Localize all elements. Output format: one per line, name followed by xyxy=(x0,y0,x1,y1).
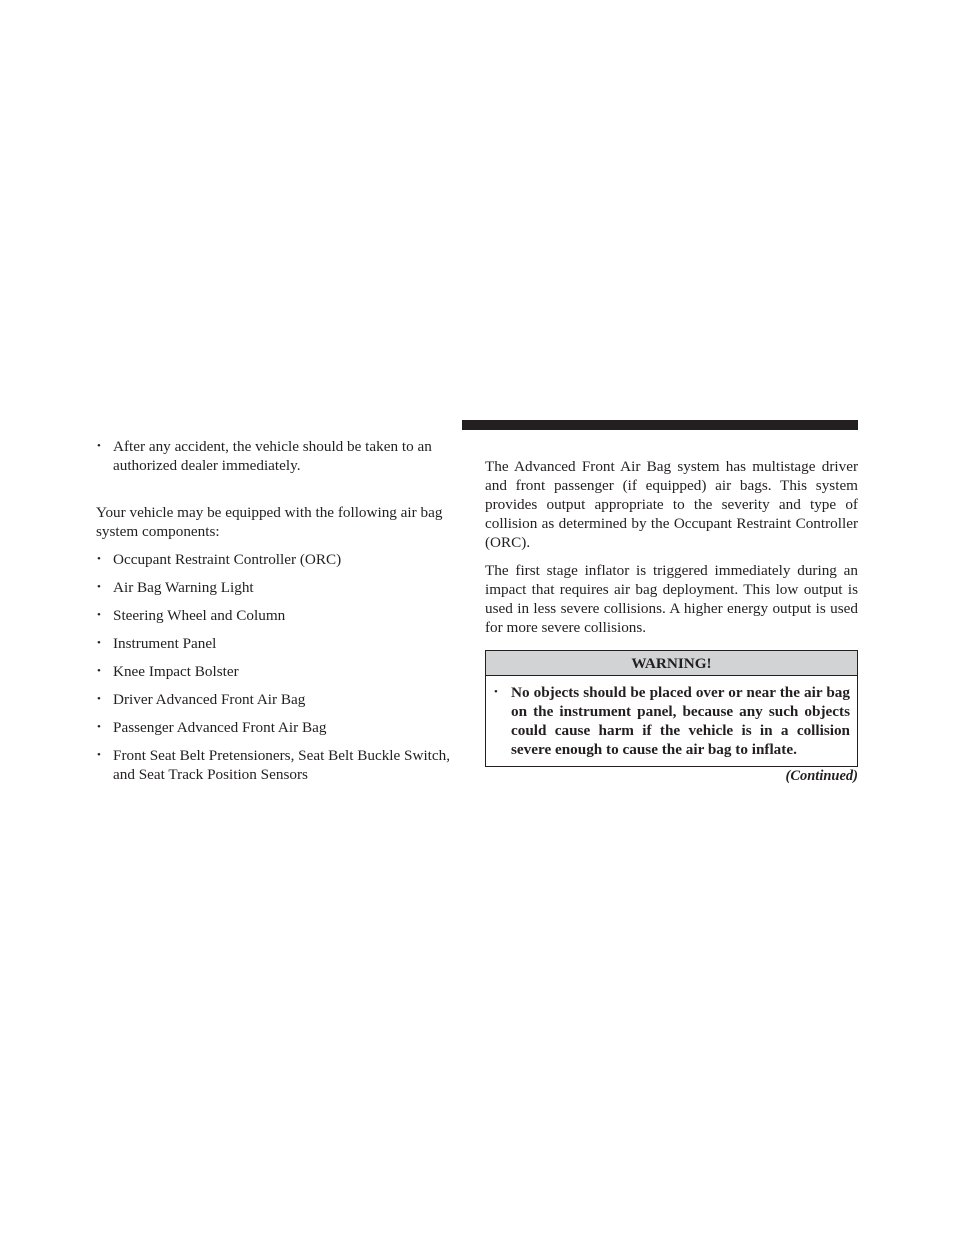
component-text: Steering Wheel and Column xyxy=(113,607,286,624)
bullet-icon: • xyxy=(97,440,101,452)
list-item xyxy=(96,634,469,653)
bullet-icon: • xyxy=(97,721,101,733)
section-header-bar xyxy=(462,420,858,430)
components-list xyxy=(96,550,469,784)
list-item xyxy=(96,606,469,625)
component-text: Knee Impact Bolster xyxy=(113,663,239,680)
bullet-icon: • xyxy=(97,553,101,565)
bullet-icon: • xyxy=(97,693,101,705)
bullet-icon: • xyxy=(97,749,101,761)
accident-bullet-list xyxy=(96,437,469,475)
inflator-paragraph: The first stage inflator is triggered immediately during an impact that requires air bag deployment. This low output is used in less severe collisions. A higher energy output is used for more severe collisions. xyxy=(485,562,858,636)
component-text: Air Bag Warning Light xyxy=(113,579,254,596)
continued-label: (Continued) xyxy=(785,768,858,784)
warning-title: WARNING! xyxy=(486,651,857,676)
right-column xyxy=(485,457,858,786)
bullet-icon: • xyxy=(97,637,101,649)
bullet-icon: • xyxy=(97,581,101,593)
left-column xyxy=(96,437,469,793)
component-text: Driver Advanced Front Air Bag xyxy=(113,691,306,708)
list-item xyxy=(96,718,469,737)
list-item xyxy=(96,662,469,681)
bullet-icon: • xyxy=(494,686,498,698)
bullet-icon: • xyxy=(97,609,101,621)
list-item xyxy=(96,437,469,475)
warning-body xyxy=(486,676,857,766)
warning-bullet xyxy=(494,683,850,759)
component-text: Occupant Restraint Controller (ORC) xyxy=(113,551,342,568)
component-text: Instrument Panel xyxy=(113,635,217,652)
system-description-paragraph: The Advanced Front Air Bag system has multistage driver and front passenger (if equipped) air bags. This system provides output appropriate to the severity and type of collision as determined by the Occupant Restraint Controller (ORC). xyxy=(485,458,858,551)
component-text: Front Seat Belt Pretensioners, Seat Belt Buckle Switch, and Seat Track Position Sensors xyxy=(113,747,451,783)
list-item xyxy=(96,578,469,597)
bullet-icon: • xyxy=(97,665,101,677)
component-text: Passenger Advanced Front Air Bag xyxy=(113,719,327,736)
components-intro: Your vehicle may be equipped with the following air bag system components: xyxy=(96,504,443,540)
list-item xyxy=(96,690,469,709)
list-item xyxy=(96,550,469,569)
list-item xyxy=(96,746,469,784)
warning-text: No objects should be placed over or near the air bag on the instrument panel, because any such objects could cause harm if the vehicle is in a collision severe enough to cause the air bag to inflate. xyxy=(511,684,850,758)
accident-bullet-text: After any accident, the vehicle should be taken to an authorized dealer immediately. xyxy=(113,438,432,474)
warning-box xyxy=(485,650,858,767)
